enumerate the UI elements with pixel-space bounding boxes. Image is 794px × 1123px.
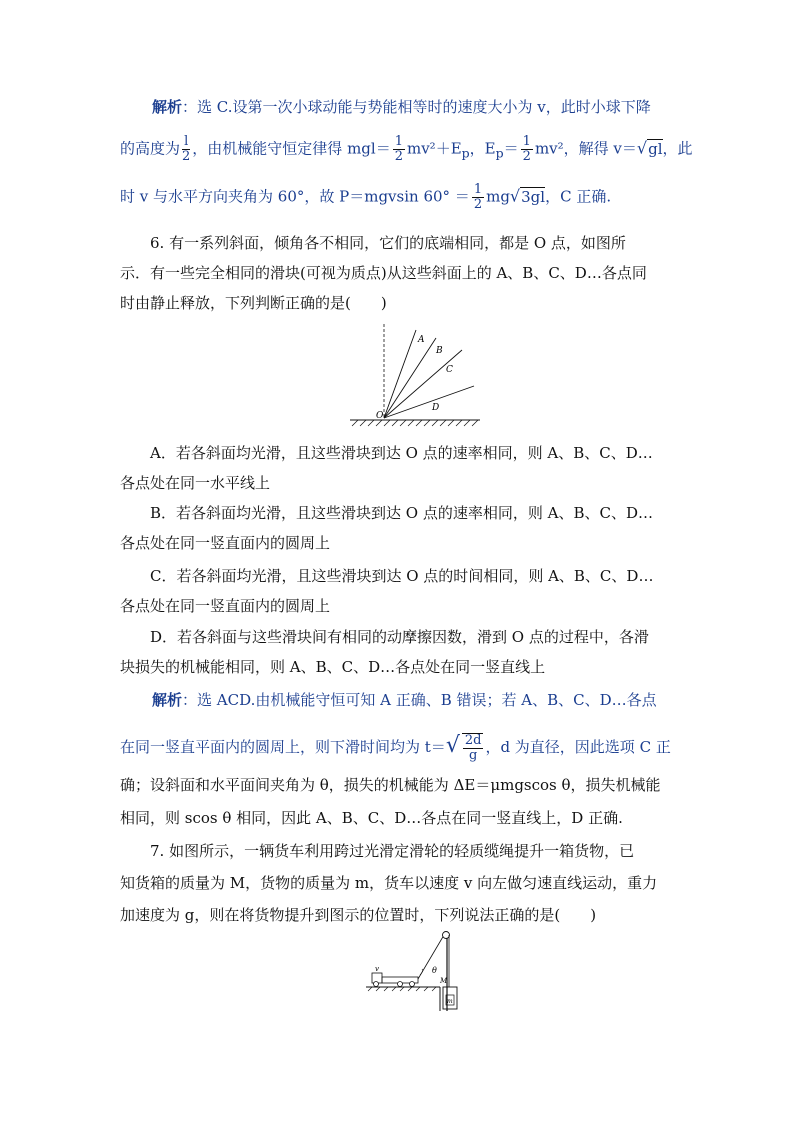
analysis2-line2: 在同一竖直平面内的圆周上，则下滑时间均为 t＝√ $\frac{2d}{g}$ ，d 为直径，因此选项 C 正 bbox=[120, 733, 671, 763]
label-d: D bbox=[432, 403, 440, 413]
analysis1-line1: 解析：选 C.设第一次小球动能与势能相等时的速度大小为 v，此时小球下降 bbox=[152, 98, 651, 116]
q7-line3: 加速度为 g，则在将货物提升到图示的位置时，下列说法正确的是( ) bbox=[120, 906, 597, 924]
analysis2-line1: 解析：选 ACD.由机械能守恒可知 A 正确、B 错误；若 A、B、C、D…各点 bbox=[152, 691, 657, 709]
q7-line1: 7. 如图所示，一辆货车利用跨过光滑定滑轮的轻质缆绳提升一箱货物，已 bbox=[150, 842, 635, 860]
q6-option-b-line1: B．若各斜面均光滑，且这些滑块到达 O 点的速率相同，则 A、B、C、D… bbox=[150, 504, 653, 522]
label-o: O bbox=[376, 411, 384, 421]
analysis2-line3: 确；设斜面和水平面间夹角为 θ，损失的机械能为 ΔE＝μmgscos θ，损失机械能 bbox=[120, 776, 661, 794]
label-v: v bbox=[375, 965, 379, 973]
analysis2-line4: 相同，则 scos θ 相同，因此 A、B、C、D…各点在同一竖直线上，D 正确. bbox=[120, 809, 623, 827]
incline-c bbox=[384, 350, 462, 418]
q7-truck-pulley-figure bbox=[360, 925, 470, 1015]
label-a: A bbox=[418, 335, 425, 345]
analysis-label: 解析 bbox=[152, 691, 183, 709]
q6-option-d-line2: 块损失的机械能相同，则 A、B、C、D…各点处在同一竖直线上 bbox=[120, 658, 546, 676]
fraction-l-over-2: $\frac{l}{2}$ bbox=[182, 134, 191, 164]
incline-d bbox=[384, 386, 474, 418]
analysis-label: 解析 bbox=[152, 98, 183, 116]
q6-incline-figure bbox=[340, 318, 490, 430]
q6-option-d-line1: D．若各斜面与这些滑块间有相同的动摩擦因数，滑到 O 点的过程中，各滑 bbox=[150, 628, 649, 646]
fraction-2d-over-g: $\frac{2d}{g}$ bbox=[462, 733, 484, 763]
q6-option-b-line2: 各点处在同一竖直面内的圆周上 bbox=[120, 534, 331, 552]
q6-line3: 时由静止释放，下列判断正确的是( ) bbox=[120, 294, 387, 312]
q6-line1: 6. 有一系列斜面，倾角各不相同，它们的底端相同，都是 O 点，如图所 bbox=[150, 234, 626, 252]
q6-option-a-line1: A．若各斜面均光滑，且这些滑块到达 O 点的速率相同，则 A、B、C、D… bbox=[150, 444, 653, 462]
pulley-icon bbox=[443, 932, 450, 939]
q6-option-a-line2: 各点处在同一水平线上 bbox=[120, 474, 271, 492]
analysis1-line2: 的高度为 $\frac{l}{2}$ ，由机械能守恒定律得 mgl＝ $\frac{1}{2}$ $mv^2+E_p$，$E_p=$ $\frac{1}{2}$ mv²，解得 v＝√gl，此 bbox=[120, 134, 693, 164]
incline-a bbox=[384, 330, 416, 418]
q6-option-c-line1: C．若各斜面均光滑，且这些滑块到达 O 点的时间相同，则 A、B、C、D… bbox=[150, 567, 654, 585]
label-theta: θ bbox=[432, 966, 437, 975]
q6-option-c-line2: 各点处在同一竖直面内的圆周上 bbox=[120, 597, 331, 615]
analysis1-line3: 时 v 与水平方向夹角为 60°，故 P＝mgvsin 60° ＝ $\frac{1}{2}$ mg√3gl，C 正确. bbox=[120, 182, 612, 212]
incline-b bbox=[384, 338, 436, 418]
q6-line2: 示．有一些完全相同的滑块(可视为质点)从这些斜面上的 A、B、C、D…各点同 bbox=[120, 264, 647, 282]
label-m: m bbox=[447, 998, 453, 1005]
label-b: B bbox=[436, 346, 443, 356]
label-M: M bbox=[440, 977, 448, 985]
label-c: C bbox=[446, 365, 453, 375]
q7-line2: 知货箱的质量为 M，货物的质量为 m，货车以速度 v 向左做匀速直线运动，重力 bbox=[120, 874, 658, 892]
